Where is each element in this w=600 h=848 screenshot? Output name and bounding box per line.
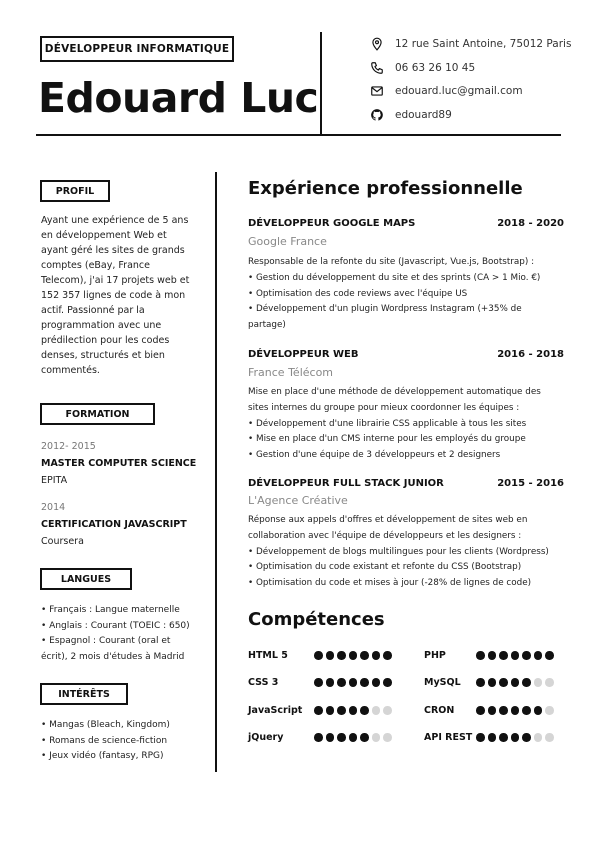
- skill-rating: [314, 706, 392, 715]
- job-company: France Télécom: [248, 366, 334, 379]
- job-company: Google France: [248, 235, 327, 248]
- skill-item: [424, 650, 554, 661]
- profile-heading: PROFIL: [55, 185, 95, 197]
- skill-name: CSS 3: [248, 677, 279, 688]
- skill-item: [424, 732, 554, 743]
- profile-line: Ayant une expérience de 5 ans: [41, 215, 189, 226]
- profile-text: [41, 213, 201, 378]
- skill-dot-filled: [314, 651, 323, 660]
- job-line: • Gestion d'une équipe de 3 développeurs et 2 designers: [248, 450, 501, 461]
- contact-email[interactable]: [370, 83, 523, 99]
- contact-github[interactable]: [370, 107, 452, 123]
- job-line: • Mise en place d'un CMS interne pour les employés du groupe: [248, 434, 526, 445]
- job-header: [248, 349, 564, 360]
- skill-name: CRON: [424, 705, 455, 716]
- skill-name: JavaScript: [248, 705, 303, 716]
- languages-heading-box: [40, 568, 132, 590]
- skill-rating: [476, 733, 554, 742]
- job-dates: 2018 - 2020: [497, 218, 564, 229]
- job-description: [248, 513, 563, 592]
- skill-rating: [314, 733, 392, 742]
- email-icon: [370, 84, 384, 98]
- job-title: DÉVELOPPEUR INFORMATIQUE: [44, 43, 230, 55]
- profile-line: Telecom), j'ai 17 projets web et: [41, 275, 190, 286]
- skill-dot-empty: [534, 733, 543, 742]
- language-item: • Français : Langue maternelle: [41, 605, 180, 615]
- phone-icon: [370, 61, 384, 75]
- skill-dot-filled: [383, 678, 392, 687]
- skill-dot-filled: [499, 733, 508, 742]
- job-line: collaboration avec l'équipe de développeurs et les designers :: [248, 530, 522, 541]
- interests-heading: INTÉRÊTS: [58, 688, 110, 700]
- skill-dot-empty: [534, 678, 543, 687]
- skill-dot-filled: [522, 651, 531, 660]
- contact-address-text: 12 rue Saint Antoine, 75012 Paris: [395, 38, 572, 50]
- job-company: L'Agence Créative: [248, 494, 348, 507]
- contact-github-text[interactable]: edouard89: [395, 109, 452, 121]
- job-title: DÉVELOPPEUR WEB: [248, 349, 359, 360]
- skill-dot-filled: [326, 706, 335, 715]
- profile-line: en développement Web et: [41, 230, 167, 241]
- skill-dot-filled: [488, 706, 497, 715]
- job-dates: 2015 - 2016: [497, 478, 564, 489]
- header-divider-vertical: [320, 32, 322, 136]
- skill-dot-filled: [476, 651, 485, 660]
- interest-item: • Romans de science-fiction: [41, 735, 168, 746]
- skill-dot-filled: [476, 706, 485, 715]
- skill-dot-filled: [326, 678, 335, 687]
- skill-dot-filled: [349, 733, 358, 742]
- skill-dot-filled: [488, 651, 497, 660]
- skill-dot-empty: [372, 733, 381, 742]
- skill-dot-filled: [511, 651, 520, 660]
- profile-line: 152 357 lignes de code à mon: [41, 290, 186, 301]
- education-place: Coursera: [41, 536, 84, 547]
- skill-dot-empty: [545, 733, 554, 742]
- language-item: écrit), 2 mois d'études à Madrid: [41, 651, 185, 662]
- job-line: Responsable de la refonte du site (Javascript, Vue.js, Bootstrap) :: [248, 257, 535, 267]
- education-heading: FORMATION: [65, 408, 130, 420]
- skill-name: API REST: [424, 732, 473, 743]
- language-item: • Anglais : Courant (TOEIC : 650): [41, 620, 190, 631]
- skill-rating: [314, 678, 392, 687]
- job-line: • Développement de blogs multilingues pour les clients (Wordpress): [248, 546, 549, 557]
- skill-name: HTML 5: [248, 650, 288, 661]
- skill-item: [424, 705, 554, 716]
- skill-dot-filled: [534, 651, 543, 660]
- profile-line: actif. Passionné par la: [41, 305, 145, 316]
- contact-email-text[interactable]: edouard.luc@gmail.com: [395, 85, 523, 97]
- education-title: MASTER COMPUTER SCIENCE: [41, 458, 197, 469]
- skill-rating: [476, 706, 554, 715]
- skill-dot-filled: [522, 733, 531, 742]
- job-description: [248, 255, 563, 334]
- job-line: • Développement d'une librairie CSS applicable à tous les sites: [248, 418, 527, 429]
- education-heading-box: [40, 403, 155, 425]
- skill-item: [248, 650, 392, 661]
- job-line: • Gestion du développement du site et des sprints (CA > 1 Mio. €): [248, 272, 541, 283]
- skill-dot-filled: [360, 678, 369, 687]
- skill-dot-filled: [476, 733, 485, 742]
- skill-dot-empty: [383, 733, 392, 742]
- job-title: DÉVELOPPEUR GOOGLE MAPS: [248, 218, 416, 229]
- profile-heading-box: [40, 180, 110, 202]
- skill-name: MySQL: [424, 677, 461, 688]
- skill-rating: [476, 678, 554, 687]
- skill-dot-filled: [476, 678, 485, 687]
- skill-dot-filled: [511, 678, 520, 687]
- skill-rating: [314, 651, 392, 660]
- skill-dot-filled: [349, 651, 358, 660]
- skill-dot-filled: [326, 651, 335, 660]
- skill-dot-filled: [488, 733, 497, 742]
- languages-list: [41, 603, 206, 665]
- left-column-divider: [215, 172, 217, 772]
- candidate-name: Edouard Luc: [38, 74, 319, 122]
- job-line: partage): [248, 320, 286, 331]
- skill-dot-filled: [488, 678, 497, 687]
- interests-list: [41, 718, 206, 765]
- skill-dot-filled: [314, 706, 323, 715]
- job-line: • Développement d'un plugin Wordpress Instagram (+35% de: [248, 304, 522, 315]
- skill-dot-filled: [534, 706, 543, 715]
- skill-dot-empty: [383, 706, 392, 715]
- interest-item: • Jeux vidéo (fantasy, RPG): [41, 751, 164, 761]
- job-header: [248, 218, 564, 229]
- skill-item: [424, 677, 554, 688]
- skill-dot-filled: [314, 733, 323, 742]
- job-line: • Optimisation des code reviews avec l'équipe US: [248, 288, 468, 299]
- contact-phone: [370, 60, 475, 76]
- skill-rating: [476, 651, 554, 660]
- skill-name: jQuery: [248, 732, 284, 743]
- job-title-box: [40, 36, 234, 62]
- education-place: EPITA: [41, 475, 68, 486]
- skill-dot-filled: [499, 651, 508, 660]
- profile-line: prédilection pour les codes: [41, 335, 170, 346]
- skill-dot-empty: [372, 706, 381, 715]
- skill-dot-empty: [545, 706, 554, 715]
- skill-dot-filled: [511, 706, 520, 715]
- profile-line: ayant géré les sites de grands: [41, 245, 185, 256]
- job-line: Réponse aux appels d'offres et développement de sites web en: [248, 515, 528, 525]
- skill-dot-filled: [372, 651, 381, 660]
- skill-dot-filled: [360, 733, 369, 742]
- skill-item: [248, 732, 392, 743]
- skill-dot-filled: [499, 678, 508, 687]
- contact-address: [370, 36, 571, 52]
- skill-name: PHP: [424, 650, 446, 661]
- skill-dot-filled: [360, 706, 369, 715]
- education-date: 2014: [41, 502, 66, 513]
- interests-heading-box: [40, 683, 128, 705]
- job-dates: 2016 - 2018: [497, 349, 564, 360]
- interest-item: • Mangas (Bleach, Kingdom): [41, 720, 170, 730]
- skill-dot-filled: [372, 678, 381, 687]
- profile-line: denses, structurés et bien: [41, 350, 165, 361]
- job-description: [248, 385, 563, 464]
- education-title: CERTIFICATION JAVASCRIPT: [41, 519, 187, 530]
- language-item: • Espagnol : Courant (oral et: [41, 636, 171, 646]
- skill-dot-filled: [511, 733, 520, 742]
- skill-dot-filled: [337, 706, 346, 715]
- job-title: DÉVELOPPEUR FULL STACK JUNIOR: [248, 478, 444, 489]
- skill-dot-filled: [326, 733, 335, 742]
- languages-heading: LANGUES: [60, 573, 112, 585]
- skill-dot-filled: [349, 706, 358, 715]
- job-header: [248, 478, 564, 489]
- skill-dot-filled: [337, 651, 346, 660]
- skill-item: [248, 705, 392, 716]
- experience-heading: Expérience professionnelle: [248, 178, 523, 199]
- job-line: • Optimisation du code existant et refonte du CSS (Bootstrap): [248, 562, 522, 573]
- job-line: Mise en place d'une méthode de développement automatique des: [248, 387, 541, 397]
- location-pin-icon: [370, 37, 384, 51]
- skill-dot-filled: [522, 706, 531, 715]
- education-date: 2012- 2015: [41, 441, 96, 452]
- skill-dot-filled: [337, 678, 346, 687]
- profile-line: programmation avec une: [41, 320, 162, 331]
- skill-dot-filled: [360, 651, 369, 660]
- contact-phone-text: 06 63 26 10 45: [395, 62, 476, 74]
- profile-line: commentés.: [41, 365, 100, 376]
- skill-dot-filled: [314, 678, 323, 687]
- skill-dot-filled: [522, 678, 531, 687]
- skill-dot-filled: [337, 733, 346, 742]
- job-line: sites internes du groupe pour mieux coordonner les équipes :: [248, 402, 520, 413]
- skills-heading: Compétences: [248, 609, 385, 630]
- skill-item: [248, 677, 392, 688]
- skill-dot-empty: [545, 678, 554, 687]
- profile-line: comptes (eBay, France: [41, 260, 150, 271]
- skill-dot-filled: [545, 651, 554, 660]
- skill-dot-filled: [499, 706, 508, 715]
- job-line: • Optimisation du code et mises à jour (-28% de lignes de code): [248, 578, 532, 589]
- header-divider-horizontal: [36, 134, 561, 136]
- skill-dot-filled: [383, 651, 392, 660]
- github-icon: [370, 108, 384, 122]
- skill-dot-filled: [349, 678, 358, 687]
